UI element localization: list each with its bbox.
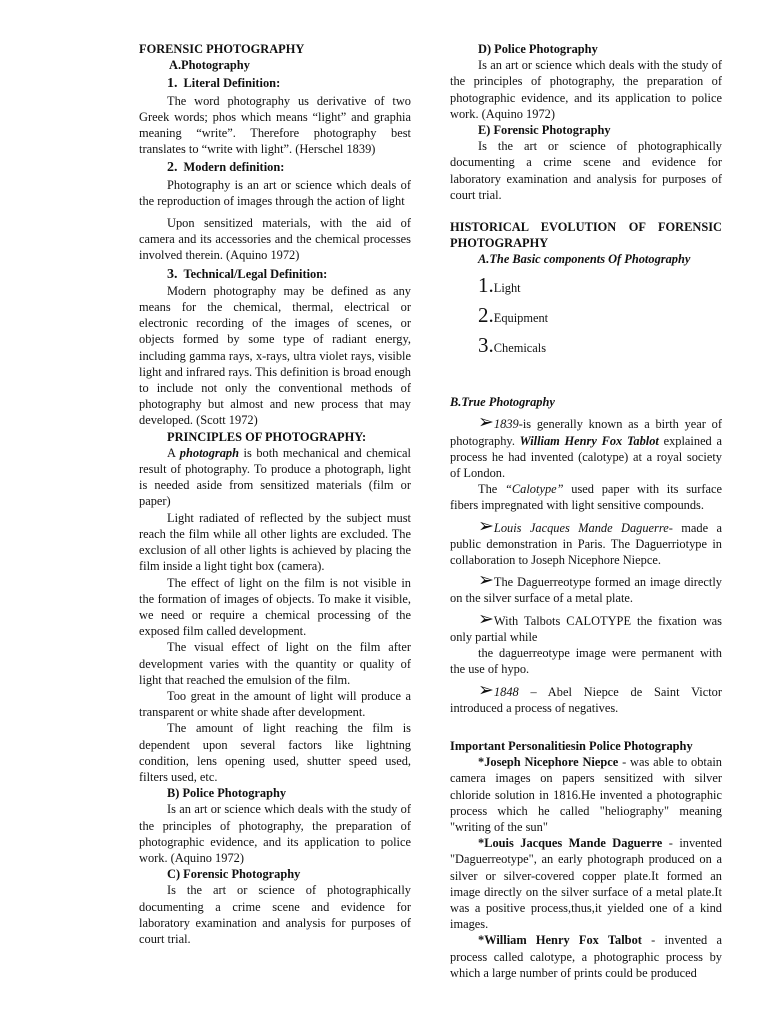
personality-talbot <box>450 932 722 981</box>
technical-definition-text: Modern photography may be defined as any means for the chemical, thermal, electrical or electronic recording of the images of scenes, or objects formed by some type of radiant energy, including gamma rays, x-rays, ultra violet rays, visible light and infrared rays. This definition is broad enough to include not only the conventional methods of photography but almost and new process that may developed. (Scott 1972) <box>139 283 411 428</box>
principles-p1-lead: A <box>167 445 180 460</box>
niepce-name: *Joseph Nicephore Niepce <box>478 755 619 770</box>
literal-label: Literal Definition: <box>183 76 281 91</box>
police-photography-heading-b: B) Police Photography <box>167 786 287 801</box>
bullet-1839 <box>450 414 722 481</box>
personalities-heading: Important Personalitiesin Police Photography <box>450 738 693 753</box>
basic-components-heading: A.The Basic components Of Photography <box>478 252 691 267</box>
calotype-lead: The <box>478 482 506 497</box>
right-column <box>450 41 722 981</box>
principles-paragraph-3: The effect of light on the film is not visible in the formation of images of objects. To make it visible, we need or require a chemical processing of the exposed film called development. <box>139 575 411 639</box>
historical-evolution-heading: HISTORICAL EVOLUTION OF FORENSIC PHOTOGRAPHY <box>450 220 722 251</box>
bullet-calotype-fixation <box>450 608 722 645</box>
section-a-heading: A.Photography <box>169 58 250 73</box>
literal-number: 1. <box>167 76 178 92</box>
component-item-equipment <box>478 304 722 326</box>
technical-number: 3. <box>167 266 178 282</box>
daguerre-text: - invented "Daguerreotype", an early photograph produced on a silver or silver-covered copper plate.It formed an image directly on the silver surface of a metal plate.It was a positive process,thus,it yielded one of a kind images. <box>450 836 722 932</box>
forensic-photography-text-e: Is the art or science of photographically documenting a crime scene and evidence for laboratory examination and analysis for purposes of court trial. <box>450 139 722 202</box>
principles-paragraph-2: Light radiated of reflected by the subject must reach the film while all other lights are excluded. The exclusion of all other lights is achieved by placing the film inside a light tight box (camera). <box>139 510 411 574</box>
document-title: FORENSIC PHOTOGRAPHY <box>139 42 305 56</box>
bullet-daguerre <box>450 515 723 569</box>
arrow-bullet-icon: ➢ <box>478 412 494 434</box>
forensic-photography-heading-c: C) Forensic Photography <box>167 867 301 882</box>
personality-niepce <box>450 754 722 835</box>
bullet-1839-text-a: -is generally known as a birth year of photography. <box>450 417 722 448</box>
talbot-name: William Henry Fox Tablot <box>519 433 659 448</box>
forensic-photography-text-c: Is the art or science of photographically documenting a crime scene and evidence for laboratory examination and analysis for purposes of court trial. <box>139 883 411 946</box>
modern-definition-text-1: Photography is an art or science which deals of the reproduction of images through the action of light <box>139 177 411 208</box>
principles-paragraph-4: The visual effect of light on the film after development varies with the quantity or quality of light that reached the emulsion of the film. <box>139 640 411 687</box>
daguerre-name: Louis Jacques Mande Daguerre <box>493 520 669 535</box>
modern-number: 2. <box>167 160 178 176</box>
bullet-calotype-fixation-text: With Talbots CALOTYPE the fixation was only partial while <box>450 613 722 644</box>
bullet-daguerreotype <box>450 572 722 606</box>
calotype-paragraph <box>450 481 722 513</box>
left-column <box>139 41 411 947</box>
calotype-term: “Calotype” <box>505 482 564 497</box>
component-label: Light <box>493 280 521 295</box>
niepce-text: - was able to obtain camera images on papers sensitized with silver chloride solution in 1816.He invented a photographic process which he called "heliography" meaning "writing of the sun" <box>450 755 722 834</box>
bullet-1839-text-b: explained a process he had invented (calotype) at a royal society of London. <box>450 433 722 481</box>
principles-heading: PRINCIPLES OF PHOTOGRAPHY: <box>167 429 367 444</box>
bullet-daguerreotype-text: The Daguerreotype formed an image directly on the silver surface of a metal plate. <box>450 575 722 606</box>
police-photography-text-d: Is an art or science which deals with the study of the principles of photography, the preparation of photographic evidence, and its application to police work. (Aquino 1972) <box>450 58 722 121</box>
principles-paragraph-6: The amount of light reaching the film is dependent upon several factors like lightning condition, lens opening used, shutter speed used, filters used, etc. <box>139 721 411 784</box>
modern-definition-text-2: Upon sensitized materials, with the aid of camera and its accessories and the chemical processes involved therein. (Aquino 1972) <box>139 216 411 263</box>
modern-definition-heading <box>139 159 411 176</box>
year-1848: 1848 <box>493 684 519 699</box>
bullet-1848 <box>450 679 722 716</box>
principles-paragraph-5: Too great in the amount of light will produce a transparent or white shade after development. <box>139 688 411 720</box>
true-photography-heading: B.True Photography <box>450 395 555 410</box>
talbot-text: - invented a process called calotype, a photographic process by which a large number of prints could be produced <box>450 933 722 980</box>
component-label: Chemicals <box>493 341 547 356</box>
component-item-chemicals <box>478 334 722 356</box>
principles-paragraph-1 <box>139 445 411 510</box>
component-number: 2. <box>478 302 494 327</box>
daguerreotype-permanence-text: the daguerreotype image were permanent with the use of hypo. <box>450 646 722 677</box>
forensic-photography-heading-e: E) Forensic Photography <box>478 123 611 138</box>
year-1839: 1839 <box>493 417 519 432</box>
modern-label: Modern definition: <box>183 160 285 175</box>
arrow-bullet-icon: ➢ <box>478 608 494 630</box>
arrow-bullet-icon: ➢ <box>478 515 494 537</box>
arrow-bullet-icon: ➢ <box>478 679 494 701</box>
police-photography-heading-d: D) Police Photography <box>478 42 598 56</box>
bullet-daguerre-text: - made a public demonstration in Paris. The Daguerriotype in collaboration to Joseph Nicephore Niepce. <box>450 520 723 568</box>
component-number: 1. <box>478 272 494 297</box>
technical-label: Technical/Legal Definition: <box>183 266 328 281</box>
literal-definition-text: The word photography us derivative of two Greek words; phos which means “light” and graphia meaning “write”. Therefore photography best translates to “write with light”. (Herschel 1839) <box>139 93 411 157</box>
component-item-light <box>478 274 722 296</box>
bullet-1848-text: – Abel Niepce de Saint Victor introduced a process of negatives. <box>450 684 722 715</box>
principles-p1-rest: is both mechanical and chemical result of photography. To produce a photograph, light is needed aside from sensitized materials (film or paper) <box>139 445 411 509</box>
calotype-rest: used paper with its surface fibers impregnated with light sensitive compounds. <box>450 482 722 513</box>
literal-definition-heading <box>139 75 411 92</box>
personality-daguerre <box>450 835 722 932</box>
technical-definition-heading <box>139 266 411 283</box>
police-photography-text-b: Is an art or science which deals with the study of the principles of photography, the preparation of photographic evidence, and its application to police work. (Aquino 1972) <box>139 802 411 865</box>
photograph-term: photograph <box>179 445 240 460</box>
talbot-bold-name: *William Henry Fox Talbot <box>478 933 642 948</box>
component-label: Equipment <box>493 310 549 325</box>
daguerre-bold-name: *Louis Jacques Mande Daguerre <box>478 836 663 851</box>
component-number: 3. <box>478 333 494 358</box>
arrow-bullet-icon: ➢ <box>478 570 494 592</box>
